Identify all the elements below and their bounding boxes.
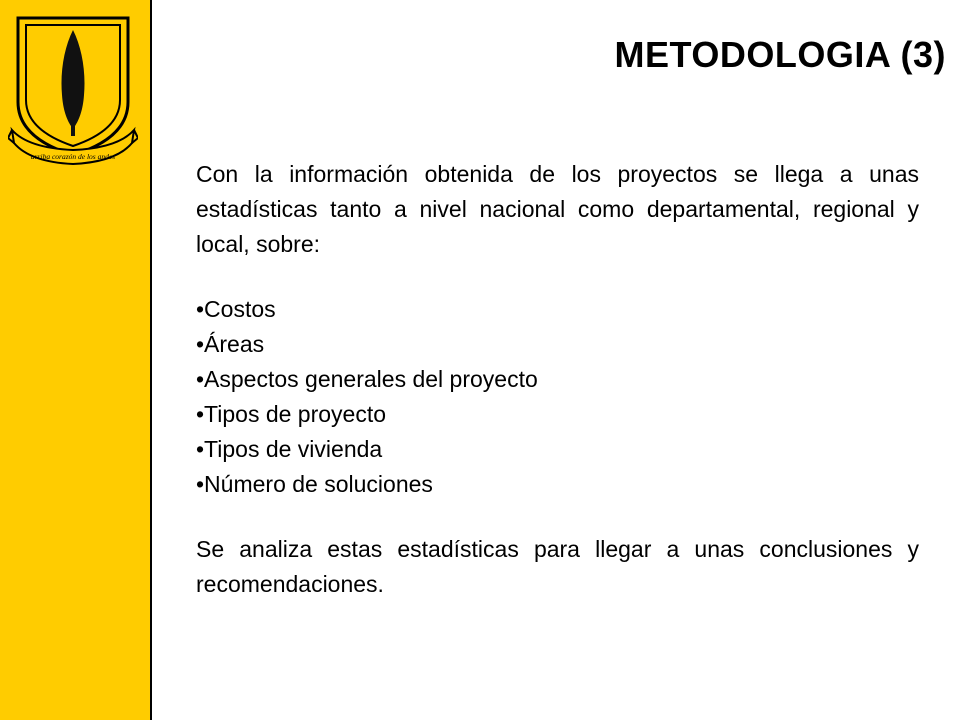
bullet-item-tipos-vivienda: •Tipos de vivienda bbox=[196, 436, 383, 462]
motto-text: arriba corazón de los andes bbox=[30, 152, 116, 161]
bullet-item-numero-soluciones: •Número de soluciones bbox=[196, 471, 433, 497]
bullet-item-aspectos: •Aspectos generales del proyecto bbox=[196, 366, 538, 392]
bullet-item-areas: •Áreas bbox=[196, 331, 265, 357]
bullet-item-tipos-proyecto: •Tipos de proyecto bbox=[196, 401, 387, 427]
university-shield-logo bbox=[8, 10, 138, 165]
bullet-item-costos: •Costos bbox=[196, 296, 276, 322]
intro-paragraph: Con la información obtenida de los proyectos se llega a unas estadísticas tanto a nivel nacional como departamental, regional y local, sobre: bbox=[196, 161, 919, 257]
bullet-list bbox=[196, 292, 919, 502]
slide-content bbox=[196, 157, 919, 602]
conclusion-paragraph: Se analiza estas estadísticas para llegar a unas conclusiones y recomendaciones. bbox=[196, 536, 919, 597]
sidebar-band bbox=[0, 0, 152, 720]
slide-title: METODOLOGIA (3) bbox=[614, 34, 946, 75]
